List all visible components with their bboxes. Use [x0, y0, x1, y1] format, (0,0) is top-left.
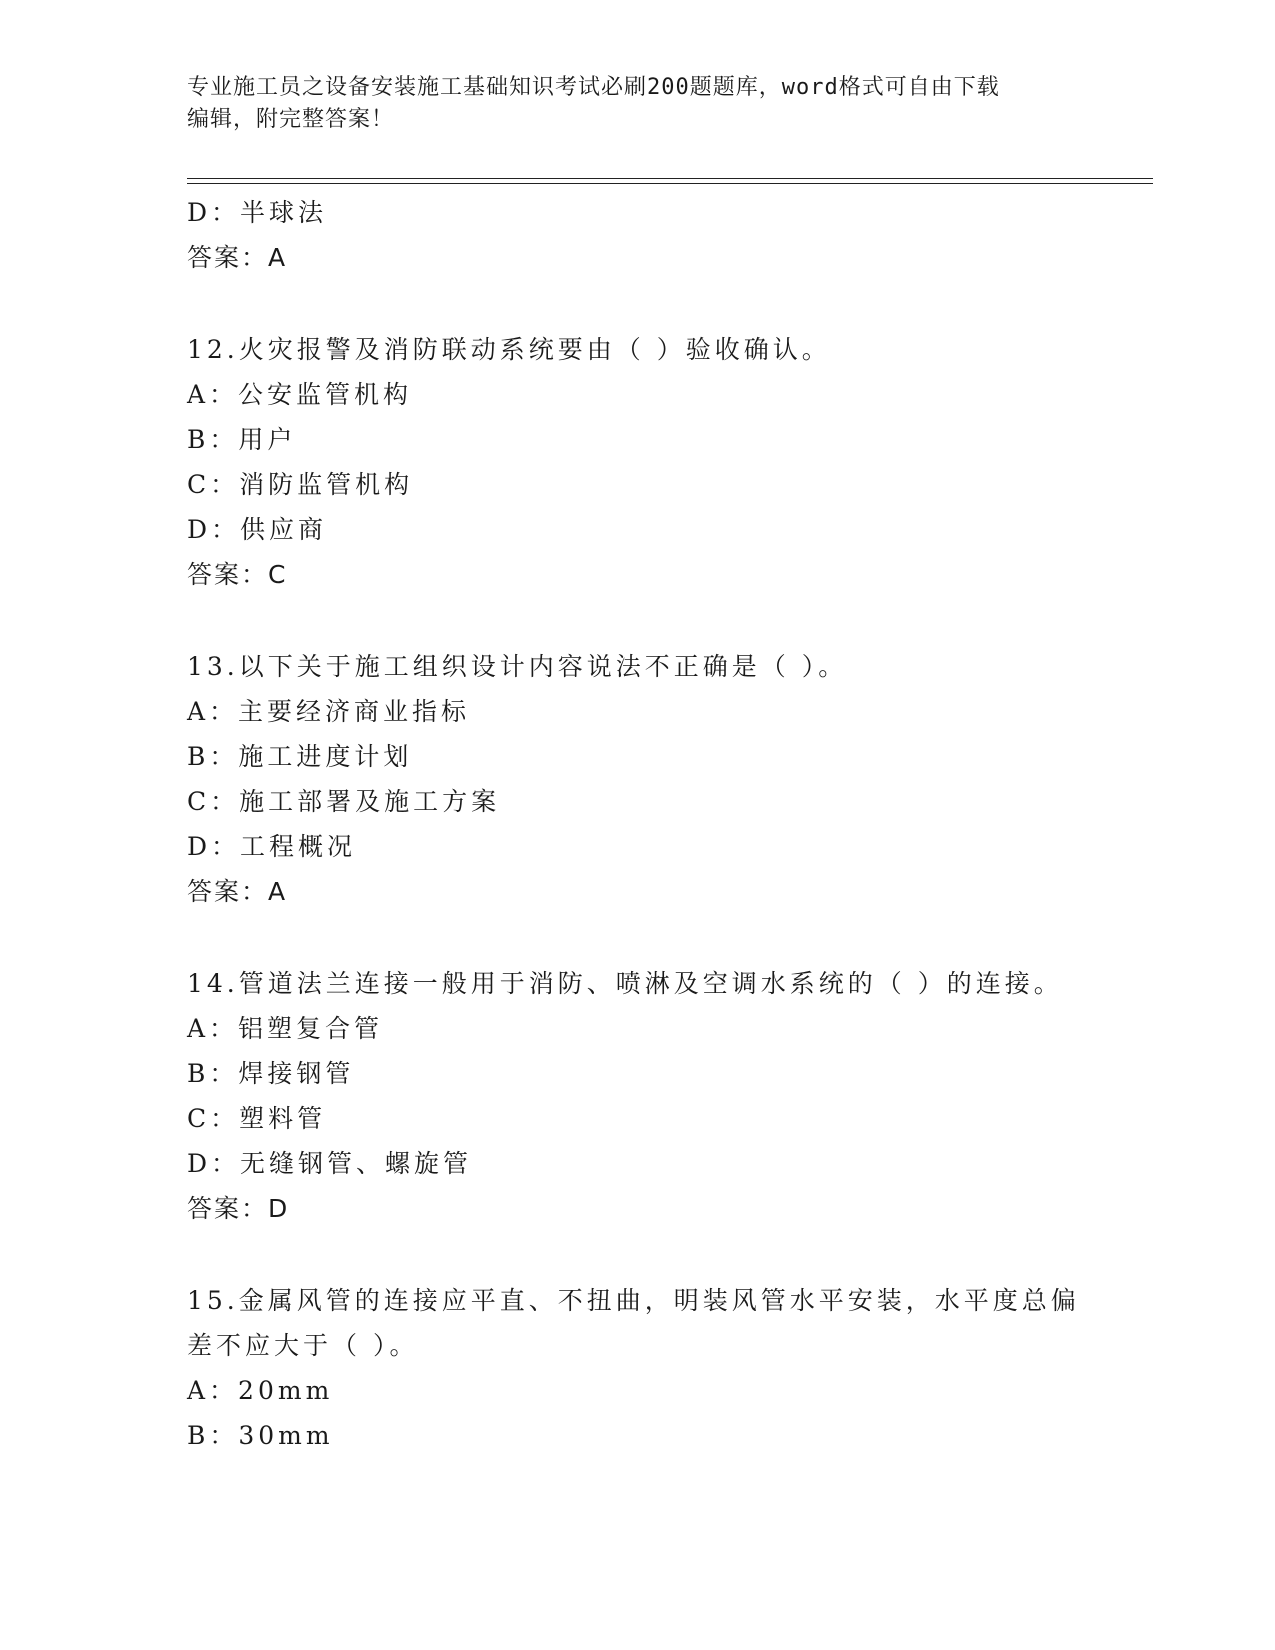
option-d: D：供应商: [187, 515, 328, 544]
option-a: A：公安监管机构: [187, 380, 413, 409]
header-title-line-1: 专业施工员之设备安装施工基础知识考试必刷200题题库，word格式可自由下载: [187, 75, 1000, 100]
question-list: [187, 190, 1087, 1458]
question-stem-line-1: 15.金属风管的连接应平直、不扭曲，明装风管水平安装，水平度总偏: [187, 1286, 1080, 1315]
option-a: A：20mm: [187, 1376, 334, 1405]
document-header: [187, 72, 1087, 136]
question-15: [187, 1278, 1087, 1458]
option-b: B：用户: [187, 425, 297, 454]
question-stem-line-2: 差不应大于（ ）。: [187, 1331, 419, 1360]
question-13: [187, 644, 1087, 914]
option-d: D：无缝钢管、螺旋管: [187, 1149, 473, 1178]
answer-line: 答案：C: [187, 560, 288, 589]
option-b: B：施工进度计划: [187, 742, 413, 771]
option-b: B：30mm: [187, 1421, 334, 1450]
question-11-tail: [187, 190, 1087, 280]
answer-line: 答案：A: [187, 877, 288, 906]
header-divider: [187, 178, 1153, 184]
option-d: D：半球法: [187, 198, 328, 227]
question-stem: 12.火灾报警及消防联动系统要由（ ）验收确认。: [187, 335, 831, 364]
option-c: C：施工部署及施工方案: [187, 787, 501, 816]
option-a: A：主要经济商业指标: [187, 697, 471, 726]
option-b: B：焊接钢管: [187, 1059, 355, 1088]
option-c: C：塑料管: [187, 1104, 327, 1133]
question-12: [187, 327, 1087, 597]
option-c: C：消防监管机构: [187, 470, 414, 499]
answer-line: 答案：D: [187, 1194, 290, 1223]
option-d: D：工程概况: [187, 832, 357, 861]
header-title-line-2: 编辑，附完整答案！: [187, 107, 395, 132]
question-stem: 14.管道法兰连接一般用于消防、喷淋及空调水系统的（ ）的连接。: [187, 969, 1063, 998]
answer-line: 答案：A: [187, 243, 288, 272]
question-stem: 13.以下关于施工组织设计内容说法不正确是（ ）。: [187, 652, 848, 681]
question-14: [187, 961, 1087, 1231]
option-a: A：铝塑复合管: [187, 1014, 384, 1043]
